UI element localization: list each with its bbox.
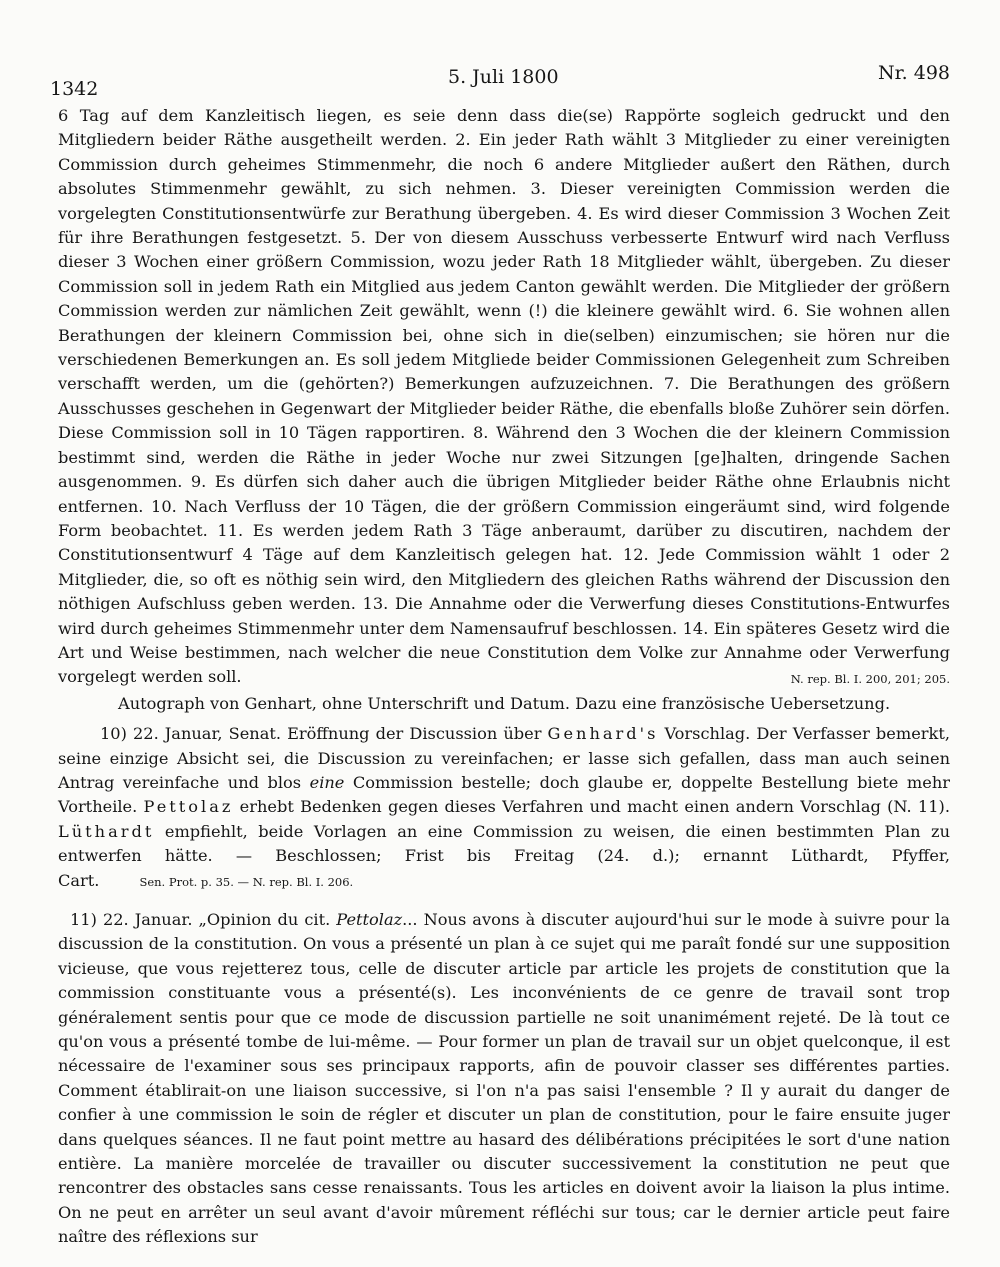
entry-11-lead: 11) 22. Januar. „Opinion du cit. bbox=[70, 910, 337, 929]
paragraph-entry-10 bbox=[58, 722, 950, 894]
document-body bbox=[58, 104, 950, 1250]
person-name: Pettolaz bbox=[143, 797, 234, 817]
entry-11-text: ... Nous avons à discuter aujourd'hui sur le mode à suivre pour la discussion de la constitution. On vous a présenté un plan à ce sujet qui me paraît fondé sur une supposition vicieuse, que vous rejetterez tous, celle de discuter article par article les projets de constitution que la commission constituante vous a présenté(s). Les inconvénients de ce genre de travail sont trop généralement sentis pour que ce mode de discussion partielle ne soit unanimément rejeté. De là tout ce qu'on vous a présenté tombe de lui-même. — Pour former un plan de travail sur un objet quelconque, il est nécessaire de l'examiner sous ses principaux rapports, afin de pouvoir classer ses différentes parties. Comment établirait-on une liaison successive, si l'on n'a pas saisi l'ensemble ? Il y aurait du danger de confier à une commission le soin de régler et discuter un plan de constitution, pour le faire ensuite juger dans quelques séances. Il ne faut point mettre au hasard des délibérations précipitées le sort d'une nation entière. La manière morcelée de travailler ou discuter successivement la constitution ne peut que rencontrer des obstacles sans cesse renaissants. Tous les articles en doivent avoir la liaison la plus intime. On ne peut en arrêter un seul avant d'avoir mûrement réfléchi sur tous; car le dernier article peut faire naître des réflexions sur bbox=[58, 910, 950, 1247]
person-name: Lüthardt bbox=[58, 821, 155, 841]
entry-10-text: empfiehlt, beide Vorlagen an eine Commission zu weisen, die einen bestimmten Plan zu entwerfen hätte. — Beschlossen; Frist bis Freitag (24. d.); ernannt Lüthardt, Pfyffer, Cart. bbox=[58, 821, 950, 890]
autograph-note: Autograph von Genhart, ohne Unterschrift und Datum. Dazu eine französische Uebersetzung. bbox=[118, 693, 891, 713]
page-number: 1342 bbox=[50, 78, 99, 100]
entry-10-text: Vorschlag. Der Verfasser bemerkt, seine einzige Absicht sei, die Discussion zu vereinfachen; er lasse sich gefallen, dass man auch seinen Antrag vereinfache und blos bbox=[58, 724, 950, 792]
entry-10-text: erhebt Bedenken gegen dieses Verfahren und macht einen andern Vorschlag (N. 11). bbox=[233, 797, 950, 817]
paragraph-entry-11 bbox=[58, 908, 950, 1250]
entry-10-text: Commission bestelle; doch glaube er, doppelte Bestellung biete mehr Vortheile. bbox=[58, 772, 951, 817]
source-reference: N. rep. Bl. I. 200, 201; 205. bbox=[790, 672, 950, 687]
person-name: Genhard's bbox=[547, 724, 659, 744]
paragraph-text: 6 Tag auf dem Kanzleitisch liegen, es seie denn dass die(se) Rappörte sogleich gedruckt und den Mitgliedern beider Räthe ausgetheilt werden. 2. Ein jeder Rath wählt 3 Mitglieder zu einer vereinigten Commission durch geheimes Stimmenmehr, die noch 6 andere Mitglieder außert den Räthen, durch absolutes Stimmenmehr gewählt, zu sich nehmen. 3. Dieser vereinigten Commission werden die vorgelegten Constitutionsentwürfe zur Berathung übergeben. 4. Es wird dieser Commission 3 Wochen Zeit für ihre Berathungen festgesetzt. 5. Der von diesem Ausschuss verbesserte Entwurf wird nach Verfluss dieser 3 Wochen einer größern Commission, wozu jeder Rath 18 Mitglieder wählt, übergeben. Zu dieser Commission soll in jedem Rath ein Mitglied aus jedem Canton gewählt werden. Die Mitglieder der größern Commission werden zur nämlichen Zeit gewählt, wenn (!) die kleinere gewählt wird. 6. Sie wohnen allen Berathungen der kleinern Commission bei, ohne sich in die(selben) einzumischen; sie hören nur die verschiedenen Bemerkungen an. Es soll jedem Mitgliede beider Commissionen Gelegenheit zum Schreiben verschafft werden, um die (gehörten?) Bemerkungen aufzuzeichnen. 7. Die Berathungen des größern Ausschusses geschehen in Gegenwart der Mitglieder beider Räthe, die ebenfalls bloße Zuhörer sein dörfen. Diese Commission soll in 10 Tägen rapportiren. 8. Während den 3 Wochen die der kleinern Commission bestimmt sind, werden die Räthe in jeder Woche nur zwei Sitzungen [ge]halten, dringende Sachen ausgenommen. 9. Es dürfen sich daher auch die übrigen Mitglieder beider Räthe ohne Erlaubnis nicht entfernen. 10. Nach Verfluss der 10 Tägen, die der größern Commission eingeräumt sind, wird folgende Form beobachtet. 11. Es werden jedem Rath 3 Täge anberaumt, darüber zu discutiren, nachdem der Constitutionsentwurf 4 Täge auf dem Kanzleitisch gelegen hat. 12. Jede Commission wählt 1 oder 2 Mitglieder, die, so oft es nöthig sein wird, den Mitgliedern des gleichen Raths während der Discussion den nöthigen Aufschluss geben werden. 13. Die Annahme oder die Verwerfung dieses Constitutions-Entwurfes wird durch geheimes Stimmenmehr unter dem Namensaufruf beschlossen. 14. Ein späteres Gesetz wird die Art und Weise bestimmen, nach welcher die neue Constitution dem Volke zur Annahme oder Verwerfung vorgelegt werden soll. bbox=[58, 106, 950, 687]
entry-10-lead: 10) 22. Januar, Senat. Eröffnung der Discussion über bbox=[100, 724, 548, 744]
document-number: Nr. 498 bbox=[878, 62, 950, 84]
emphasis: eine bbox=[309, 772, 345, 792]
paragraph-proposal-articles bbox=[58, 104, 950, 690]
header-date: 5. Juli 1800 bbox=[448, 66, 559, 88]
source-reference: Sen. Prot. p. 35. — N. rep. Bl. I. 206. bbox=[139, 874, 354, 889]
running-head bbox=[50, 62, 950, 100]
person-name: Pettolaz bbox=[336, 910, 403, 929]
